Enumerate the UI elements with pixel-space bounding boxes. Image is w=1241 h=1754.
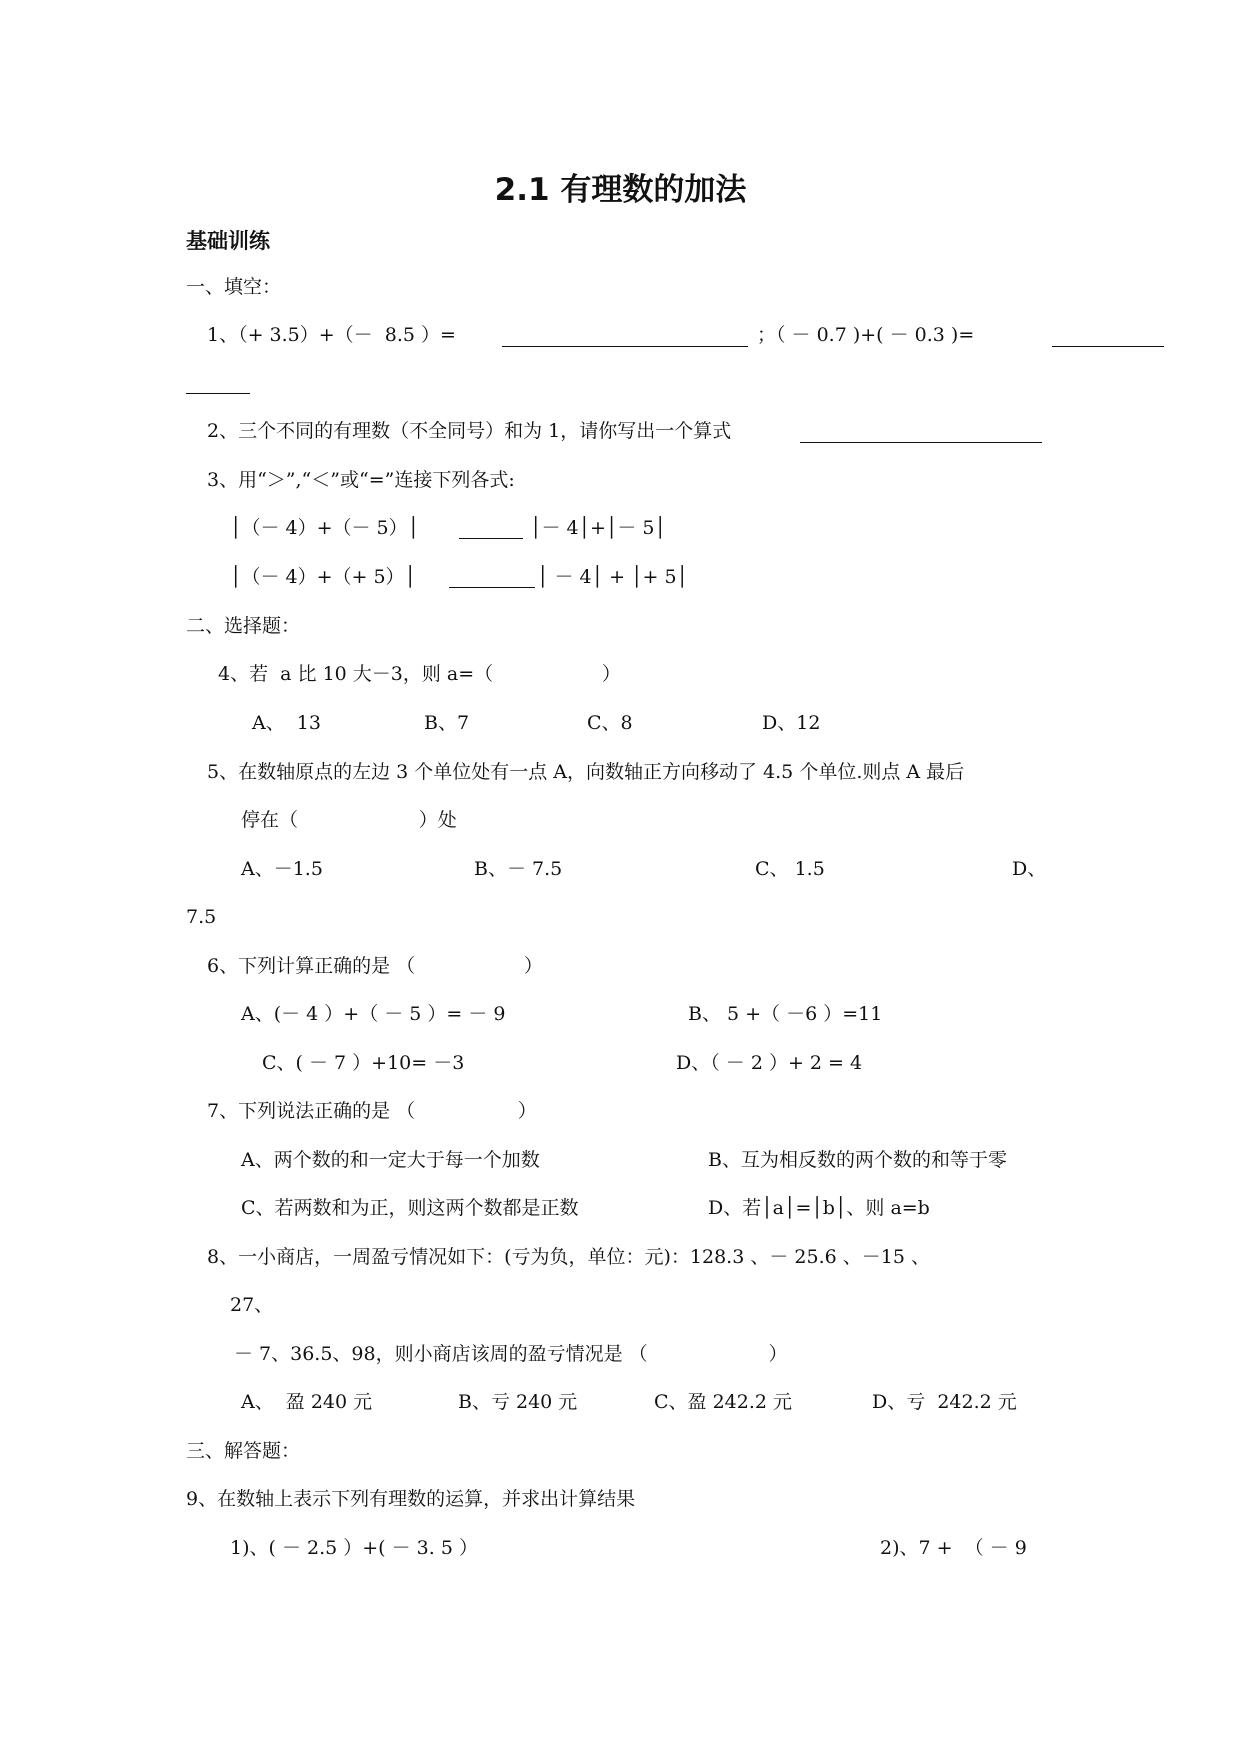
q9-text: 9、在数轴上表示下列有理数的运算，并求出计算结果	[186, 1488, 636, 1510]
q4-option-d: D、12	[762, 712, 821, 734]
q9-sub2: 2)、7 + （ － 9	[880, 1537, 1027, 1559]
q3-item1-left: │（－ 4）+（－ 5）│	[230, 517, 420, 539]
q5-option-d: D、	[1012, 858, 1047, 880]
section-heading: 基础训练	[186, 229, 270, 253]
q5-text-line1: 5、在数轴原点的左边 3 个单位处有一点 A，向数轴正方向移动了 4.5 个单位.则点 A 最后	[207, 761, 965, 783]
part3-heading: 三、解答题：	[186, 1440, 301, 1462]
q5-option-a: A、－1.5	[241, 858, 323, 880]
part2-heading: 二、选择题：	[186, 615, 301, 637]
q8-option-a: A、 盈 240 元	[241, 1391, 373, 1413]
q4-option-b: B、7	[424, 712, 470, 734]
q5-option-c: C、 1.5	[755, 858, 825, 880]
q4-option-a: A、 13	[252, 712, 321, 734]
q3-text: 3、用“＞”,“＜”或“=”连接下列各式:	[207, 469, 515, 491]
q5-text-line2: 停在（ ）处	[241, 809, 457, 831]
q8-option-b: B、亏 240 元	[458, 1391, 578, 1413]
q2-text: 2、三个不同的有理数（不全同号）和为 1，请你写出一个算式	[207, 420, 732, 442]
q1-expression-a: 1、（+ 3.5）+（－ 8.5 ）=	[207, 324, 456, 346]
q8-option-c: C、盈 242.2 元	[654, 1391, 793, 1413]
q6-option-d: D、（ － 2 ）+ 2 = 4	[676, 1052, 863, 1074]
q7-option-c: C、若两数和为正，则这两个数都是正数	[241, 1197, 579, 1219]
answer-blank[interactable]	[800, 441, 1042, 443]
answer-blank[interactable]	[502, 345, 748, 347]
answer-blank[interactable]	[449, 586, 535, 588]
q7-option-a: A、两个数的和一定大于每一个加数	[241, 1149, 540, 1171]
answer-blank[interactable]	[1052, 345, 1164, 347]
q3-item1-right: │－ 4│+│－ 5│	[530, 517, 666, 539]
q4-option-c: C、8	[587, 712, 633, 734]
q4-text: 4、若 a 比 10 大－3，则 a=（ ）	[218, 663, 621, 685]
q6-text: 6、下列计算正确的是 （ ）	[207, 955, 543, 977]
q3-item2-right: │ － 4│ + │+ 5│	[537, 566, 688, 588]
q7-option-b: B、互为相反数的两个数的和等于零	[708, 1149, 1007, 1171]
q7-option-d: D、若│a│=│b│、则 a=b	[708, 1197, 930, 1219]
q7-text: 7、下列说法正确的是 （ ）	[207, 1100, 537, 1122]
q8-text-line1: 8、一小商店，一周盈亏情况如下：(亏为负，单位：元)：128.3 、－ 25.6 、－15 、	[207, 1246, 930, 1268]
page-title: 2.1 有理数的加法	[494, 172, 747, 208]
q5-option-b: B、－ 7.5	[474, 858, 563, 880]
answer-blank[interactable]	[459, 537, 523, 539]
q6-option-a: A、(－ 4 ）+（ － 5 ）= － 9	[241, 1003, 506, 1025]
answer-blank-continuation[interactable]	[186, 392, 250, 394]
q3-item2-left: │（－ 4）+（+ 5）│	[230, 566, 416, 588]
q8-text-line3: － 7、36.5、98，则小商店该周的盈亏情况是 （ ）	[234, 1343, 788, 1365]
q1-expression-b: ；（ － 0.7 )+( － 0.3 )=	[757, 324, 975, 346]
q6-option-b: B、 5 +（ －6 ）=11	[688, 1003, 883, 1025]
part1-heading: 一、填空：	[186, 276, 282, 298]
q8-text-line2: 27、	[230, 1294, 274, 1316]
q5-option-d-value: 7.5	[186, 906, 217, 928]
q8-option-d: D、亏 242.2 元	[872, 1391, 1017, 1413]
q9-sub1: 1)、( － 2.5 ）+( － 3. 5 ）	[230, 1537, 478, 1559]
q6-option-c: C、( － 7 ）+10= －3	[262, 1052, 465, 1074]
